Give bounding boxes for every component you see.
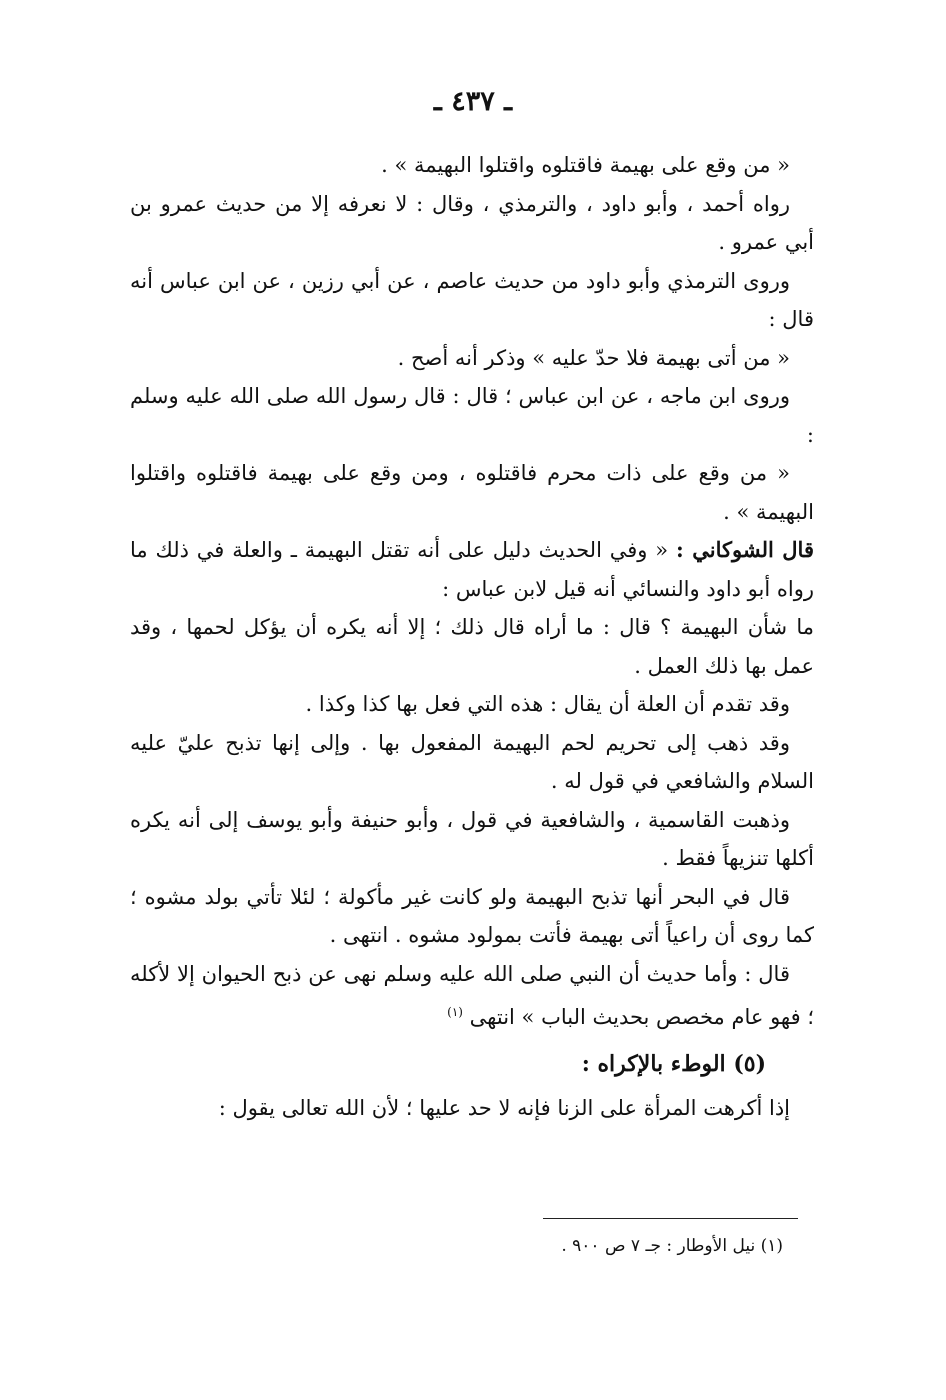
paragraph-narration-2: وروى الترمذي وأبو داود من حديث عاصم ، عن أبي رزين ، عن ابن عباس أنه قال : (130, 268, 814, 331)
paragraph-hadith-1: « من وقع على بهيمة فاقتلوه واقتلوا البهيمة » . (381, 153, 790, 177)
paragraph-shawkani (130, 531, 814, 608)
paragraph-hadith-3: « من وقع على ذات محرم فاقتلوه ، ومن وقع على بهيمة فاقتلوه واقتلوا البهيمة » . (130, 461, 814, 524)
paragraph-qasimiyya: وذهبت القاسمية ، والشافعية في قول ، وأبو حنيفة وأبو يوسف إلى أنه يكره أكلها تنزيهاً فقط . (130, 807, 814, 870)
shawkani-text: « وفي الحديث دليل على أنه تقتل البهيمة ـ والعلة في ذلك ما رواه أبو داود والنسائي أنه قيل لابن عباس : (130, 538, 814, 601)
section-heading: (٥) الوطء بالإكراه : (581, 1050, 766, 1077)
paragraph-conclusion (130, 955, 814, 1037)
paragraph-prohibition: وقد ذهب إلى تحريم لحم البهيمة المفعول بها . وإلى إنها تذبح عليّ عليه السلام والشافعي في قول له . (130, 730, 814, 793)
paragraph-hadith-2: « من أتى بهيمة فلا حدّ عليه » وذكر أنه أصح . (397, 345, 790, 370)
footnote-divider (543, 1218, 798, 1219)
page-number: ـ ٤٣٧ ـ (433, 86, 513, 117)
paragraph-reason: وقد تقدم أن العلة أن يقال : هذه التي فعل بها كذا وكذا . (305, 692, 790, 716)
paragraph-question: ما شأن البهيمة ؟ قال : ما أراه قال ذلك ؛ إلا أنه يكره أن يؤكل لحمها ، وقد عمل بها ذلك العمل . (130, 615, 814, 678)
paragraph-narration-3: وروى ابن ماجه ، عن ابن عباس ؛ قال : قال رسول الله صلى الله عليه وسلم : (130, 384, 814, 447)
footnote-reference: (١) (447, 1005, 463, 1019)
main-text (130, 146, 814, 1128)
paragraph-coercion: إذا أكرهت المرأة على الزنا فإنه لا حد عليها ؛ لأن الله تعالى يقول : (218, 1096, 790, 1120)
shawkani-label: قال الشوكاني : (676, 537, 814, 562)
paragraph-bahr: قال في البحر أنها تذبح البهيمة ولو كانت غير مأكولة ؛ لئلا تأتي بولد مشوه ؛ كما روى أن راعياً أتى بهيمة فأتت بمولود مشوه . انتهى . (130, 884, 814, 947)
paragraph-narration-1: رواه أحمد ، وأبو داود ، والترمذي ، وقال : لا نعرفه إلا من حديث عمرو بن أبي عمرو . (130, 191, 814, 254)
footnote: (١) نيل الأوطار : جـ ٧ ص ٩٠٠ . (561, 1236, 783, 1256)
conclusion-text: قال : وأما حديث أن النبي صلى الله عليه وسلم نهى عن ذبح الحيوان إلا لأكله ؛ فهو عام مخصص بحديث الباب » انتهى (130, 961, 814, 1029)
